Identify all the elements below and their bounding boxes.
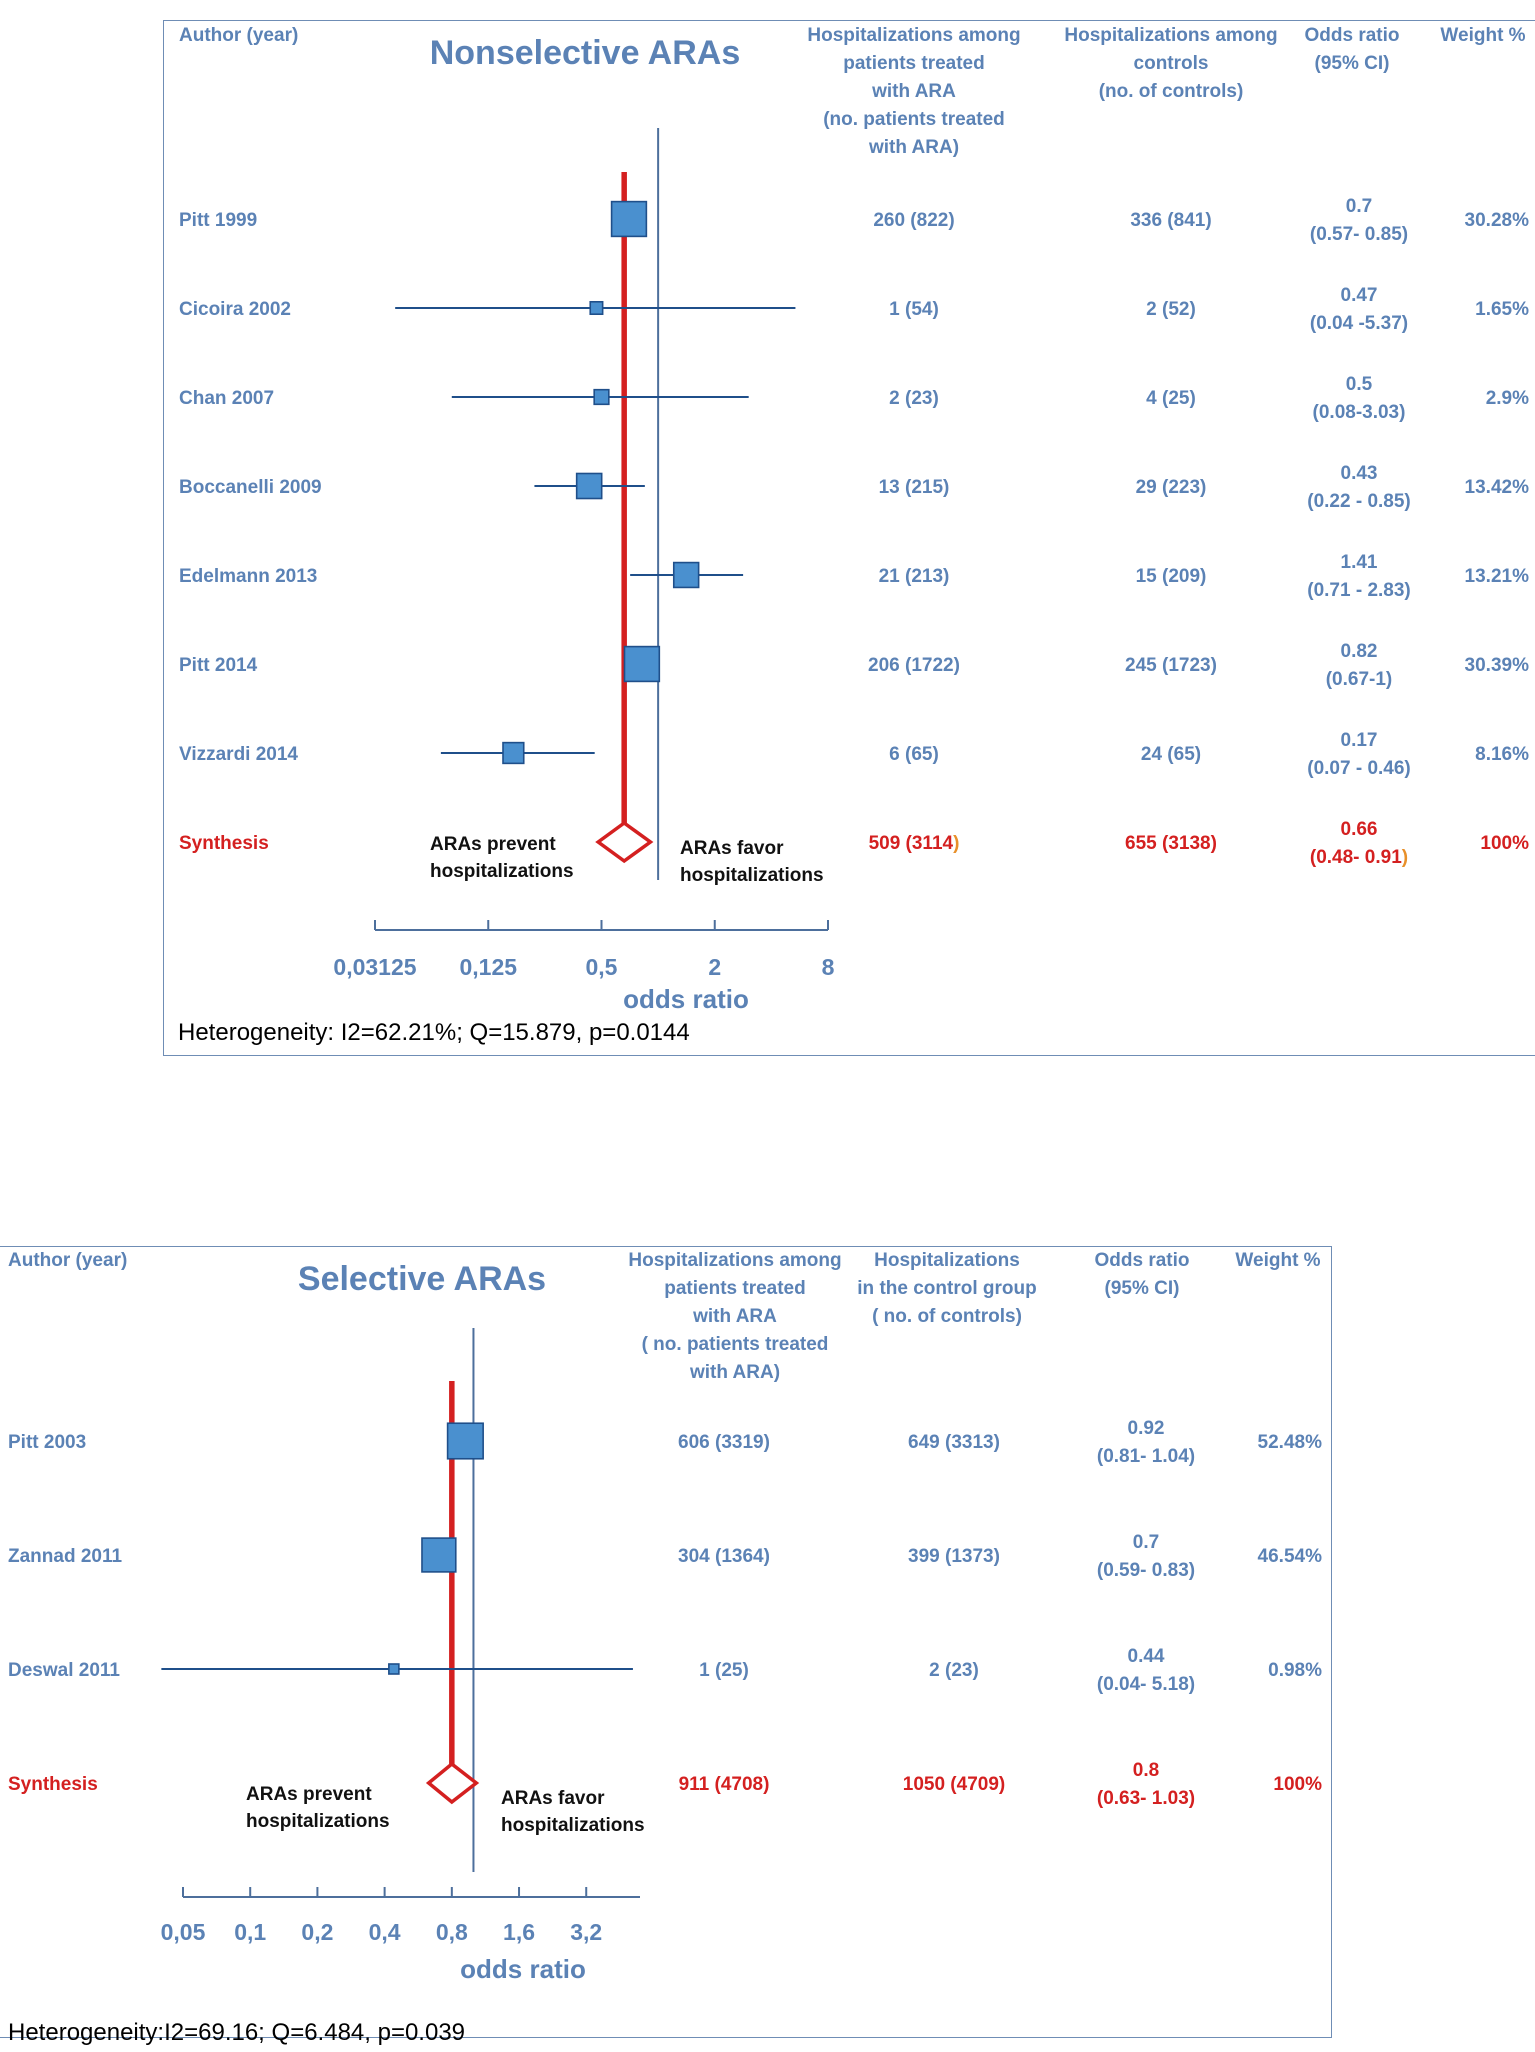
weight-value: 1.65% [1475, 299, 1529, 320]
x-tick-label: 1,6 [503, 1919, 536, 1945]
treated-value: 2 (23) [889, 388, 939, 409]
annotation-prevent-line: ARAs prevent [246, 1784, 372, 1805]
x-tick-label: 0,03125 [333, 954, 417, 980]
point-estimate-square [674, 563, 699, 588]
header-controls-line: controls [1133, 53, 1209, 74]
header-controls-line: Hospitalizations [874, 1250, 1020, 1271]
point-estimate-square [448, 1423, 484, 1459]
study-label: Cicoira 2002 [179, 299, 291, 320]
study-label: Pitt 1999 [179, 210, 258, 231]
treated-value: 21 (213) [878, 566, 950, 587]
point-estimate-square [389, 1664, 399, 1674]
heterogeneity-text: Heterogeneity:I2=69.16; Q=6.484, p=0.039 [8, 2019, 466, 2046]
or-value: 0.82 [1340, 641, 1378, 662]
header-or-line: (95% CI) [1104, 1278, 1180, 1299]
header-treated-line: (no. patients treated [823, 109, 1005, 130]
ci-value: (0.07 - 0.46) [1307, 758, 1411, 779]
annotation-favor-line: ARAs favor [680, 838, 784, 859]
annotation-prevent-line: ARAs prevent [430, 834, 556, 855]
header-controls-line: ( no. of controls) [872, 1306, 1022, 1327]
weight-value: 2.9% [1485, 388, 1529, 409]
point-estimate-square [422, 1538, 456, 1572]
synthesis-or: 0.8 [1132, 1760, 1160, 1781]
header-author: Author (year) [8, 1250, 128, 1271]
x-tick-label: 0,5 [585, 954, 618, 980]
annotation-prevent-line: hospitalizations [246, 1811, 390, 1832]
weight-value: 52.48% [1257, 1432, 1322, 1453]
study-label: Edelmann 2013 [179, 566, 318, 587]
point-estimate-square [594, 390, 609, 405]
x-tick-label: 0,1 [234, 1919, 267, 1945]
study-label: Vizzardi 2014 [179, 744, 299, 765]
header-or-line: Odds ratio [1304, 25, 1400, 46]
x-tick-label: 0,4 [368, 1919, 401, 1945]
treated-value: 304 (1364) [678, 1546, 770, 1567]
controls-value: 4 (25) [1146, 388, 1196, 409]
weight-value: 0.98% [1268, 1660, 1322, 1681]
ci-value: (0.08-3.03) [1312, 402, 1406, 423]
synthesis-weight: 100% [1480, 833, 1529, 854]
x-tick-label: 8 [821, 954, 835, 980]
weight-value: 30.28% [1464, 210, 1529, 231]
treated-value: 606 (3319) [678, 1432, 770, 1453]
header-or-line: Odds ratio [1094, 1250, 1190, 1271]
ci-value: (0.57- 0.85) [1309, 224, 1409, 245]
point-estimate-square [577, 473, 602, 498]
or-value: 0.47 [1340, 285, 1378, 306]
controls-value: 399 (1373) [908, 1546, 1000, 1567]
point-estimate-square [625, 647, 660, 682]
treated-value: 206 (1722) [868, 655, 960, 676]
header-treated-line: with ARA) [689, 1362, 781, 1383]
study-label: Pitt 2003 [8, 1432, 87, 1453]
annotation-favor-line: hospitalizations [501, 1815, 645, 1836]
x-tick-label: 0,05 [160, 1919, 206, 1945]
ci-value: (0.04- 5.18) [1096, 1674, 1196, 1695]
or-value: 0.43 [1340, 463, 1378, 484]
ci-value: (0.04 -5.37) [1309, 313, 1409, 334]
or-value: 0.44 [1127, 1646, 1165, 1667]
synthesis-ci-main: (0.63- 1.03) [1096, 1788, 1196, 1809]
heterogeneity-text: Heterogeneity: I2=62.21%; Q=15.879, p=0.0144 [178, 1019, 690, 1046]
header-weight: Weight % [1440, 25, 1526, 46]
treated-value: 1 (54) [889, 299, 939, 320]
ci-value: (0.67-1) [1325, 669, 1393, 690]
annotation-favor-line: ARAs favor [501, 1788, 605, 1809]
weight-value: 30.39% [1464, 655, 1529, 676]
synthesis-diamond [429, 1764, 477, 1802]
study-label: Zannad 2011 [8, 1546, 123, 1567]
synthesis-ci [1310, 847, 1408, 868]
study-label: Boccanelli 2009 [179, 477, 322, 498]
weight-value: 46.54% [1257, 1546, 1322, 1567]
synthesis-ci [1097, 1788, 1195, 1809]
ci-value: (0.22 - 0.85) [1307, 491, 1411, 512]
controls-value: 336 (841) [1130, 210, 1212, 231]
controls-value: 649 (3313) [908, 1432, 1000, 1453]
controls-value: 24 (65) [1140, 744, 1202, 765]
header-controls-line: in the control group [857, 1278, 1037, 1299]
annotation-favor-line: hospitalizations [680, 865, 824, 886]
plot-title: Nonselective ARAs [429, 34, 741, 72]
or-value: 0.7 [1132, 1532, 1160, 1553]
header-treated-line: Hospitalizations among [807, 25, 1021, 46]
header-treated-line: ( no. patients treated [641, 1334, 829, 1355]
annotation-prevent-line: hospitalizations [430, 861, 574, 882]
synthesis-treated [679, 1774, 770, 1795]
header-or-line: (95% CI) [1314, 53, 1390, 74]
synthesis-or: 0.66 [1340, 819, 1378, 840]
x-axis-title: odds ratio [460, 1954, 586, 1984]
plot-title: Selective ARAs [297, 1260, 547, 1298]
x-axis-title: odds ratio [623, 984, 749, 1014]
controls-value: 2 (23) [929, 1660, 979, 1681]
header-controls-line: (no. of controls) [1098, 81, 1244, 102]
controls-value: 15 (209) [1135, 566, 1207, 587]
forest-plot-selective [8, 1250, 1322, 2046]
synthesis-weight: 100% [1273, 1774, 1322, 1795]
treated-value: 260 (822) [873, 210, 955, 231]
or-value: 0.92 [1127, 1418, 1165, 1439]
controls-value: 29 (223) [1135, 477, 1207, 498]
controls-value: 2 (52) [1146, 299, 1196, 320]
or-value: 1.41 [1340, 552, 1378, 573]
ci-value: (0.81- 1.04) [1096, 1446, 1196, 1467]
study-label: Pitt 2014 [179, 655, 258, 676]
weight-value: 13.21% [1464, 566, 1529, 587]
x-tick-label: 2 [708, 954, 722, 980]
x-tick-label: 3,2 [570, 1919, 603, 1945]
synthesis-treated [869, 833, 960, 854]
synthesis-ci-main: (0.48- 0.91 [1309, 847, 1402, 868]
x-tick-label: 0,8 [435, 1919, 468, 1945]
ci-value: (0.59- 0.83) [1096, 1560, 1196, 1581]
header-treated-line: patients treated [664, 1278, 806, 1299]
point-estimate-square [590, 302, 602, 314]
or-value: 0.17 [1340, 730, 1378, 751]
point-estimate-square [612, 202, 647, 237]
header-treated-line: with ARA) [868, 137, 960, 158]
header-treated-line: with ARA [693, 1306, 777, 1327]
header-treated-line: patients treated [843, 53, 985, 74]
or-value: 0.7 [1345, 196, 1373, 217]
synthesis-treated-main: 911 (4708) [678, 1774, 770, 1795]
study-label: Chan 2007 [179, 388, 275, 409]
synthesis-label: Synthesis [8, 1774, 98, 1795]
treated-value: 13 (215) [878, 477, 950, 498]
controls-value: 245 (1723) [1125, 655, 1217, 676]
synthesis-ci-close: ) [1401, 847, 1409, 868]
header-treated-line: Hospitalizations among [628, 1250, 842, 1271]
header-controls-line: Hospitalizations among [1064, 25, 1278, 46]
synthesis-treated-close: ) [953, 833, 960, 854]
x-tick-label: 0,125 [459, 954, 518, 980]
point-estimate-square [503, 743, 524, 764]
header-weight: Weight % [1235, 1250, 1321, 1271]
forest-plot-nonselective [178, 25, 1529, 1046]
study-label: Deswal 2011 [8, 1660, 120, 1681]
header-treated-line: with ARA [872, 81, 956, 102]
x-tick-label: 0,2 [301, 1919, 334, 1945]
weight-value: 13.42% [1464, 477, 1529, 498]
treated-value: 1 (25) [699, 1660, 749, 1681]
synthesis-treated-main: 509 (3114 [868, 833, 954, 854]
synthesis-diamond [598, 823, 650, 861]
header-author: Author (year) [179, 25, 299, 46]
treated-value: 6 (65) [889, 744, 939, 765]
synthesis-controls: 655 (3138) [1125, 833, 1217, 854]
or-value: 0.5 [1345, 374, 1373, 395]
synthesis-controls: 1050 (4709) [902, 1774, 1006, 1795]
synthesis-label: Synthesis [179, 833, 269, 854]
ci-value: (0.71 - 2.83) [1307, 580, 1411, 601]
weight-value: 8.16% [1475, 744, 1529, 765]
